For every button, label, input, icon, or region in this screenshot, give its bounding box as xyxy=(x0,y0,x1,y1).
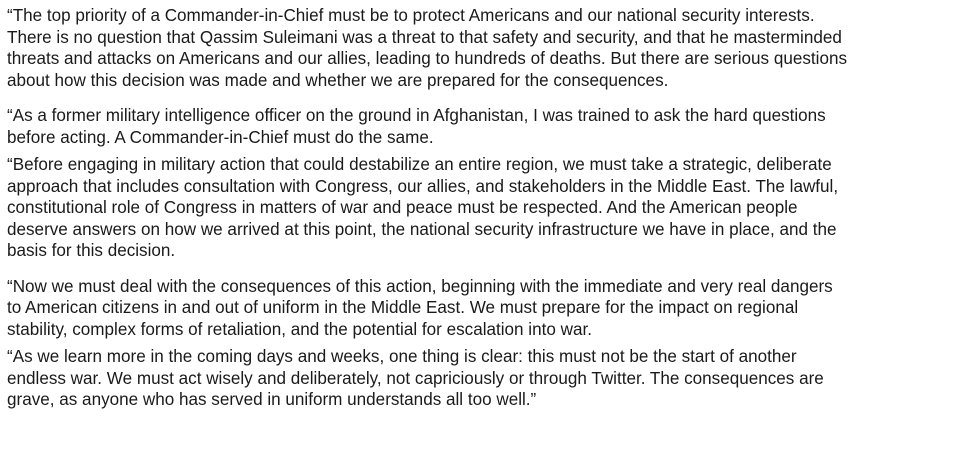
paragraph-spacer xyxy=(7,91,955,105)
paragraph-2 xyxy=(7,105,955,148)
text-line: basis for this decision. xyxy=(7,241,176,260)
text-line: endless war. We must act wisely and deliberately, not capriciously or through Twitter. The consequences are xyxy=(7,368,824,388)
paragraph-4 xyxy=(7,276,955,341)
paragraph-5 xyxy=(7,346,955,411)
text-line: “As we learn more in the coming days and weeks, one thing is clear: this must not be the start of another xyxy=(7,347,797,366)
text-line: constitutional role of Congress in matters of war and peace must be respected. And the American people xyxy=(7,198,798,217)
text-line: approach that includes consultation with Congress, our allies, and stakeholders in the Middle East. The lawful, xyxy=(7,176,839,196)
text-line: threats and attacks on Americans and our allies, leading to hundreds of deaths. But there are serious questions xyxy=(7,49,848,68)
text-line: stability, complex forms of retaliation, and the potential for escalation into war. xyxy=(7,319,592,339)
text-line: “The top priority of a Commander-in-Chief must be to protect Americans and our national security interests. xyxy=(7,6,815,25)
text-line: “Now we must deal with the consequences of this action, beginning with the immediate and very real dangers xyxy=(7,276,833,296)
text-line: deserve answers on how we arrived at this point, the national security infrastructure we have in place, and the xyxy=(7,219,837,239)
paragraph-3 xyxy=(7,154,955,262)
text-line: There is no question that Qassim Suleimani was a threat to that safety and security, and that he masterminded xyxy=(7,27,842,47)
text-line: grave, as anyone who has served in uniform understands all too well.” xyxy=(7,390,537,409)
text-line: “As a former military intelligence officer on the ground in Afghanistan, I was trained to ask the hard questions xyxy=(7,106,826,125)
text-line: “Before engaging in military action that could destabilize an entire region, we must take a strategic, deliberate xyxy=(7,155,832,174)
paragraph-spacer xyxy=(7,262,955,276)
paragraph-1 xyxy=(7,5,955,91)
statement-document xyxy=(7,5,955,411)
text-line: about how this decision was made and whether we are prepared for the consequences. xyxy=(7,70,669,90)
text-line: to American citizens in and out of uniform in the Middle East. We must prepare for the impact on regional xyxy=(7,298,799,317)
text-line: before acting. A Commander-in-Chief must do the same. xyxy=(7,127,434,147)
